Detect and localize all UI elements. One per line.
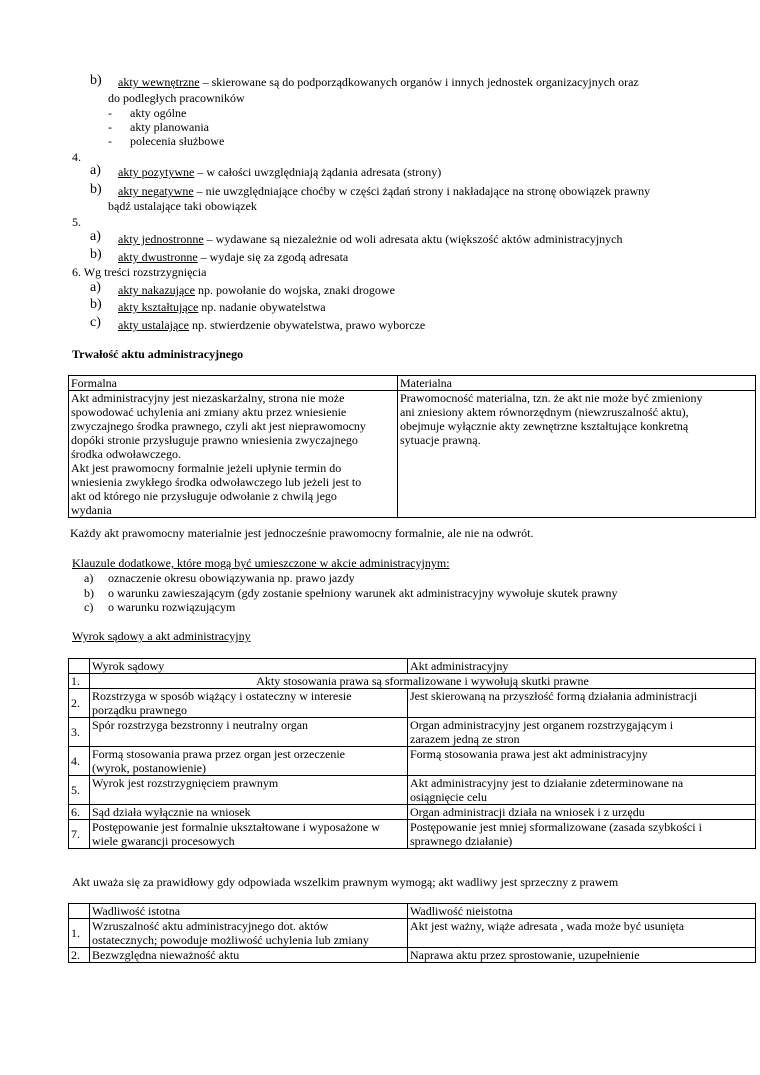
list-item-text: akty kształtujące np. nadanie obywatelstwa — [118, 300, 326, 314]
table-header: Akt administracyjny — [408, 659, 756, 674]
table-cell: Bezwzględna nieważność aktu — [90, 948, 408, 963]
row-number: 5. — [69, 776, 90, 805]
sub-item: - akty planowania — [108, 120, 209, 134]
row-number: 4. — [69, 747, 90, 776]
table-header: Formalna — [69, 376, 398, 391]
list-item: b) o warunku zawieszającym (gdy zostanie spełniony warunek akt administracyjny wywołuje skutek prawny — [84, 586, 618, 600]
table-cell: Prawomocność materialna, tzn. że akt nie może być zmieniony ani zniesiony aktem równorzędnym (niewzruszalność aktu), obejmuje wyłącznie akty zewnętrzne kształtujące konkretną sytuacje prawną. — [398, 391, 756, 518]
section-number: 5. — [72, 215, 81, 229]
table-cell: Akt administracyjny jest to działanie zdeterminowane na osiągnięcie celu — [408, 776, 756, 805]
list-label: a) — [90, 280, 101, 295]
trwalosc-table — [68, 375, 756, 518]
section-heading: 6. Wg treści rozstrzygnięcia — [72, 265, 207, 279]
table-cell: Organ administracji działa na wniosek i z urzędu — [408, 805, 756, 820]
continuation: bądź ustalające taki obowiązek — [108, 199, 257, 213]
table-cell: Formą stosowania prawa przez organ jest orzeczenie (wyrok, postanowienie) — [90, 747, 408, 776]
list-item-text — [118, 75, 639, 89]
table-cell: Akt jest ważny, wiąże adresata , wada może być usunięta — [408, 919, 756, 948]
list-item: a) oznaczenie okresu obowiązywania np. prawo jazdy — [84, 571, 355, 585]
table-header: Wadliwość nieistotna — [408, 904, 756, 919]
table-cell: Akty stosowania prawa są sformalizowane i wywołują skutki prawne — [90, 674, 756, 689]
table-header: Wyrok sądowy — [90, 659, 408, 674]
table-header: Materialna — [398, 376, 756, 391]
description: – skierowane są do podporządkowanych organów i innych jednostek organizacyjnych oraz — [199, 75, 639, 89]
row-number: 2. — [69, 948, 90, 963]
list-label: b) — [90, 247, 102, 262]
list-label: a) — [90, 163, 101, 178]
table-cell: Wyrok jest rozstrzygnięciem prawnym — [90, 776, 408, 805]
section-heading: Wyrok sądowy a akt administracyjny — [72, 629, 251, 643]
paragraph: Akt uważa się za prawidłowy gdy odpowiada wszelkim prawnym wymogą; akt wadliwy jest sprzeczny z prawem — [72, 875, 619, 889]
table-header: Wadliwość istotna — [90, 904, 408, 919]
row-number: 6. — [69, 805, 90, 820]
list-label: b) — [90, 297, 102, 312]
table-cell: Sąd działa wyłącznie na wniosek — [90, 805, 408, 820]
list-label: a) — [90, 229, 101, 244]
wadliwosc-table — [68, 903, 756, 963]
list-label: c) — [90, 315, 101, 330]
continuation: do podległych pracowników — [108, 91, 245, 105]
section-number: 4. — [72, 150, 81, 164]
list-item-text: akty jednostronne – wydawane są niezależnie od woli adresata aktu (większość aktów administracyjnych — [118, 232, 623, 246]
table-cell: Rozstrzyga w sposób wiążący i ostateczny w interesie porządku prawnego — [90, 689, 408, 718]
list-item-text: akty nakazujące np. powołanie do wojska, znaki drogowe — [118, 283, 395, 297]
list-item-text: akty pozytywne – w całości uwzględniają żądania adresata (strony) — [118, 165, 442, 179]
table-cell — [69, 904, 90, 919]
table-cell: Organ administracyjny jest organem rozstrzygającym i zarazem jedną ze stron — [408, 718, 756, 747]
row-number: 7. — [69, 820, 90, 849]
sub-item: - akty ogólne — [108, 106, 187, 120]
section-heading: Trwałość aktu administracyjnego — [72, 347, 244, 361]
table-cell: Naprawa aktu przez sprostowanie, uzupełnienie — [408, 948, 756, 963]
table-cell: Akt administracyjny jest niezaskarżalny, strona nie może spowodować uchylenia ani zmiany aktu przez wniesienie zwyczajnego środka prawnego, czyli akt jest nieprawomocny dopóki stronie przysługuje prawno wniesienia zwyczajnego środka odwoławczego. Akt jest prawomocny formalnie jeżeli upłynie termin do wniesienia zwykłego środka odwoławczego lub jeżeli jest to akt od którego nie przysługuje odwołanie z chwilą jego wydania — [69, 391, 398, 518]
list-item-text: akty negatywne – nie uwzględniające choćby w części żądań strony i nakładające na stronę obowiązek prawny — [118, 184, 651, 198]
list-label: b) — [90, 182, 102, 197]
table-cell: Formą stosowania prawa jest akt administracyjny — [408, 747, 756, 776]
row-number: 2. — [69, 689, 90, 718]
row-number: 1. — [69, 919, 90, 948]
wyrok-table — [68, 658, 756, 849]
note: Każdy akt prawomocny materialnie jest jednocześnie prawomocny formalnie, ale nie na odwrót. — [70, 526, 534, 540]
list-item: c) o warunku rozwiązującym — [84, 600, 236, 614]
table-cell: Postępowanie jest formalnie ukształtowane i wyposażone w wiele gwarancji procesowych — [90, 820, 408, 849]
table-cell: Spór rozstrzyga bezstronny i neutralny organ — [90, 718, 408, 747]
table-cell: Wzruszalność aktu administracyjnego dot. aktów ostatecznych; powoduje możliwość uchylenia lub zmiany — [90, 919, 408, 948]
table-cell: Jest skierowaną na przyszłość formą działania administracji — [408, 689, 756, 718]
section-heading: Klauzule dodatkowe, które mogą być umieszczone w akcie administracyjnym: — [72, 556, 450, 570]
list-label: b) — [90, 73, 102, 88]
term: akty wewnętrzne — [118, 75, 200, 89]
row-number: 3. — [69, 718, 90, 747]
table-cell — [69, 659, 90, 674]
sub-item: - polecenia służbowe — [108, 134, 225, 148]
list-item-text: akty ustalające np. stwierdzenie obywatelstwa, prawo wyborcze — [118, 318, 426, 332]
list-item-text: akty dwustronne – wydaje się za zgodą adresata — [118, 250, 349, 264]
row-number: 1. — [69, 674, 90, 689]
table-cell: Postępowanie jest mniej sformalizowane (zasada szybkości i sprawnego działanie) — [408, 820, 756, 849]
